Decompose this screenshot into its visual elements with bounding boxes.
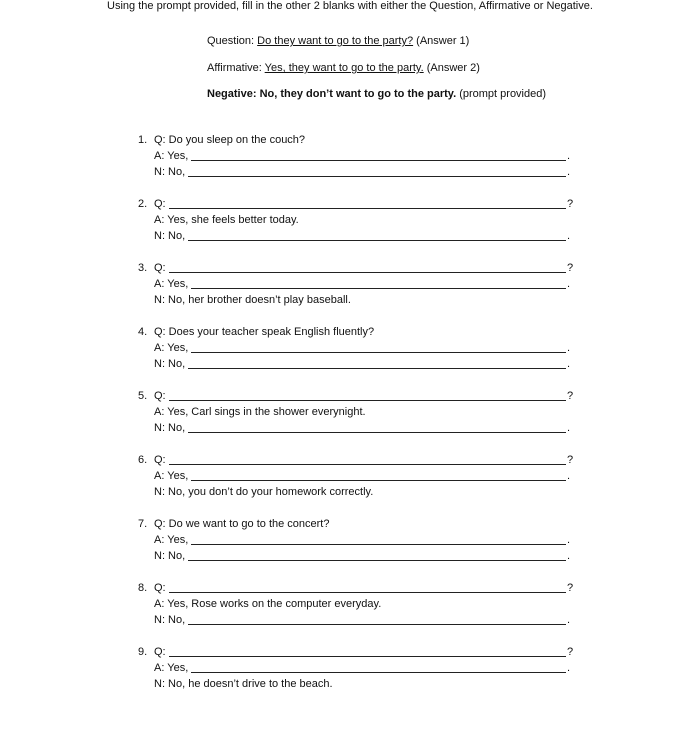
answer-blank[interactable] xyxy=(188,549,566,561)
affirmative-text: A: Yes, xyxy=(154,342,189,354)
period-mark: . xyxy=(567,470,571,482)
exercise-item xyxy=(0,198,700,254)
affirmative-text: A: Yes, Rose works on the computer everyday. xyxy=(154,598,382,610)
question-mark: ? xyxy=(567,454,574,466)
question-line xyxy=(154,517,329,531)
period-mark: . xyxy=(567,358,571,370)
question-mark: ? xyxy=(567,582,574,594)
negative-text: N: No, xyxy=(154,230,186,242)
negative-text: N: No, you don’t do your homework correctly. xyxy=(154,486,374,498)
affirmative-text: A: Yes, she feels better today. xyxy=(154,214,299,226)
affirmative-line xyxy=(154,661,571,675)
example-question xyxy=(207,35,469,48)
affirmative-text: A: Yes, xyxy=(154,662,189,674)
negative-line xyxy=(154,293,351,307)
negative-text: N: No, xyxy=(154,550,186,562)
affirmative-text: A: Yes, Carl sings in the shower everynight. xyxy=(154,406,366,418)
negative-text: N: No, xyxy=(154,358,186,370)
answer-blank[interactable] xyxy=(191,149,566,161)
affirmative-line xyxy=(154,597,381,611)
item-number: 1. xyxy=(138,134,148,146)
affirmative-line xyxy=(154,149,571,163)
example-affirmative-text: Yes, they want to go to the party. xyxy=(264,62,424,74)
affirmative-text: A: Yes, xyxy=(154,150,189,162)
affirmative-line xyxy=(154,405,366,419)
negative-line xyxy=(154,677,333,691)
question-text: Q: xyxy=(154,262,166,274)
negative-text: N: No, xyxy=(154,422,186,434)
answer-blank[interactable] xyxy=(188,357,566,369)
question-line xyxy=(154,581,574,595)
example-affirmative xyxy=(207,62,480,75)
question-text: Q: xyxy=(154,582,166,594)
period-mark: . xyxy=(567,614,571,626)
exercise-item xyxy=(0,262,700,318)
period-mark: . xyxy=(567,662,571,674)
negative-text: N: No, he doesn’t drive to the beach. xyxy=(154,678,333,690)
period-mark: . xyxy=(567,278,571,290)
question-line xyxy=(154,261,574,275)
affirmative-text: A: Yes, xyxy=(154,534,189,546)
negative-text: N: No, xyxy=(154,166,186,178)
answer-blank[interactable] xyxy=(169,261,566,273)
exercise-item xyxy=(0,326,700,382)
negative-line xyxy=(154,549,571,563)
question-text: Q: xyxy=(154,646,166,658)
exercise-item xyxy=(0,518,700,574)
answer-blank[interactable] xyxy=(188,165,566,177)
item-number: 8. xyxy=(138,582,148,594)
negative-line xyxy=(154,229,571,243)
answer-blank[interactable] xyxy=(188,421,566,433)
question-mark: ? xyxy=(567,262,574,274)
question-text: Q: xyxy=(154,198,166,210)
negative-line xyxy=(154,613,571,627)
example-affirmative-prefix: Affirmative: xyxy=(207,62,262,74)
question-text: Q: Do you sleep on the couch? xyxy=(154,134,306,146)
answer-blank[interactable] xyxy=(169,581,566,593)
item-number: 6. xyxy=(138,454,148,466)
answer-blank[interactable] xyxy=(169,453,566,465)
item-number: 3. xyxy=(138,262,148,274)
item-number: 2. xyxy=(138,198,148,210)
answer-blank[interactable] xyxy=(188,229,566,241)
negative-line xyxy=(154,165,571,179)
item-number: 5. xyxy=(138,390,148,402)
period-mark: . xyxy=(567,342,571,354)
period-mark: . xyxy=(567,534,571,546)
answer-blank[interactable] xyxy=(188,613,566,625)
affirmative-text: A: Yes, xyxy=(154,278,189,290)
question-line xyxy=(154,453,574,467)
example-question-note: (Answer 1) xyxy=(416,35,470,47)
affirmative-line xyxy=(154,277,571,291)
question-mark: ? xyxy=(567,390,574,402)
exercise-item xyxy=(0,454,700,510)
example-negative-note: (prompt provided) xyxy=(459,88,547,100)
period-mark: . xyxy=(567,150,571,162)
question-text: Q: Does your teacher speak English fluently? xyxy=(154,326,375,338)
answer-blank[interactable] xyxy=(191,469,566,481)
instructions: Using the prompt provided, fill in the other 2 blanks with either the Question, Affirmative or Negative. xyxy=(107,0,593,12)
question-text: Q: Do we want to go to the concert? xyxy=(154,518,330,530)
answer-blank[interactable] xyxy=(191,661,566,673)
example-affirmative-note: (Answer 2) xyxy=(426,62,480,74)
negative-line xyxy=(154,421,571,435)
negative-line xyxy=(154,357,571,371)
example-negative xyxy=(207,88,546,101)
exercise-item xyxy=(0,390,700,446)
affirmative-line xyxy=(154,341,571,355)
exercise-item xyxy=(0,646,700,702)
affirmative-line xyxy=(154,213,299,227)
answer-blank[interactable] xyxy=(169,645,566,657)
question-line xyxy=(154,133,305,147)
item-number: 7. xyxy=(138,518,148,530)
example-question-prefix: Question: xyxy=(207,35,255,47)
affirmative-text: A: Yes, xyxy=(154,470,189,482)
item-number: 4. xyxy=(138,326,148,338)
answer-blank[interactable] xyxy=(191,341,566,353)
exercise-item xyxy=(0,134,700,190)
answer-blank[interactable] xyxy=(169,197,566,209)
negative-text: N: No, her brother doesn’t play baseball. xyxy=(154,294,351,306)
question-line xyxy=(154,325,374,339)
affirmative-line xyxy=(154,533,571,547)
period-mark: . xyxy=(567,230,571,242)
period-mark: . xyxy=(567,166,571,178)
example-negative-text: Negative: No, they don’t want to go to the party. xyxy=(207,88,457,100)
example-question-text: Do they want to go to the party? xyxy=(257,35,414,47)
question-mark: ? xyxy=(567,198,574,210)
period-mark: . xyxy=(567,550,571,562)
item-number: 9. xyxy=(138,646,148,658)
question-line xyxy=(154,197,574,211)
period-mark: . xyxy=(567,422,571,434)
exercise-item xyxy=(0,582,700,638)
negative-text: N: No, xyxy=(154,614,186,626)
question-text: Q: xyxy=(154,454,166,466)
question-mark: ? xyxy=(567,646,574,658)
question-line xyxy=(154,645,574,659)
answer-blank[interactable] xyxy=(191,533,566,545)
answer-blank[interactable] xyxy=(169,389,566,401)
question-line xyxy=(154,389,574,403)
answer-blank[interactable] xyxy=(191,277,566,289)
negative-line xyxy=(154,485,373,499)
affirmative-line xyxy=(154,469,571,483)
question-text: Q: xyxy=(154,390,166,402)
